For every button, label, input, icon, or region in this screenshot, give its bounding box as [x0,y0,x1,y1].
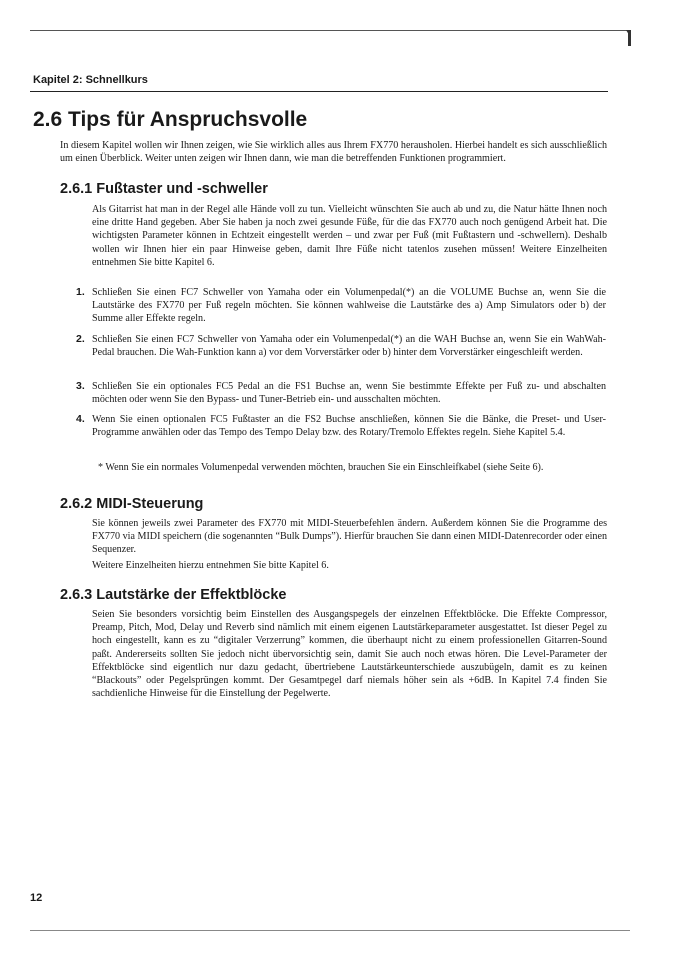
bottom-rule [30,930,630,931]
intro-paragraph: In diesem Kapitel wollen wir Ihnen zeigen, wie Sie wirklich alles aus Ihrem FX770 herausholen. Hierbei handelt es sich ausschließlich um einen Überblick. Weiter unten zeigen wir Ihnen dann, wie man die betreffenden Funktionen programmiert. [60,140,607,165]
top-rule-left [30,30,350,31]
page-number: 12 [30,892,43,904]
corner-bar [628,30,631,46]
section-body-midi-ref: Weitere Einzelheiten hierzu entnehmen Sie bitte Kapitel 6. [92,560,329,571]
list-text: Schließen Sie einen FC7 Schweller von Yamaha oder ein Volumenpedal(*) an die VOLUME Buchse an, wenn Sie die Lautstärke des FX770 per Fuß regeln möchten. Sie können wahlweise die Lautstärke des a) Amp Simulators oder b) der Summe aller Effekte regeln. [92,287,606,325]
section-body-footswitch: Als Gitarrist hat man in der Regel alle Hände voll zu tun. Vielleicht wünschten Sie auch ab und zu, die Natur hätte Ihnen noch eine dritte Hand gegeben. Aber Sie haben ja noch zwei gesunde Füße, für die das FX770 auch noch genügend Arbeit hat. Die wichtigsten Parameter können in Echtzeit eingestellt werden – und zwar per Fuß (mit Fußtastern und -schwellern). Deshalb wollen wir Ihnen hier ein paar Hinweise geben, damit Ihre Füße nicht tatenlos zusehen müssen! Weitere Einzelheiten entnehmen Sie bitte Kapitel 6. [92,204,607,268]
list-item [76,380,606,406]
list-text: Wenn Sie einen optionalen FC5 Fußtaster an die FS2 Buchse anschließen, können Sie die Bänke, die Preset- und User-Programme anwählen oder das Tempo des Tempo Delay bzw. des Rotary/Tremolo Effektes regeln. Siehe Kapitel 5.4. [92,414,606,439]
section-heading-levels: 2.6.3 Lautstärke der Effektblöcke [60,587,287,603]
chapter-rule [30,91,608,92]
section-heading-midi: 2.6.2 MIDI-Steuerung [60,496,204,512]
list-item [76,286,606,326]
page-title: 2.6 Tips für Anspruchsvolle [33,108,308,131]
list-number: 3. [76,380,85,392]
list-number: 1. [76,286,85,298]
list-text: Schließen Sie ein optionales FC5 Pedal an die FS1 Buchse an, wenn Sie bestimmte Effekte per Fuß zu- und abschalten möchten oder wenn Sie den Bypass- und Tuner-Betrieb ein- und ausschalten möchten. [92,381,606,406]
list-number: 4. [76,413,85,425]
section-body-levels: Seien Sie besonders vorsichtig beim Einstellen des Ausgangspegels der einzelnen Effektblöcke. Die Effekte Compressor, Preamp, Pitch, Mod, Delay und Reverb sind nämlich mit einem eigenen Lautstärkeparameter ausgestattet. Ist dieser Pegel zu hoch eingestellt, kann es zu “digitaler Verzerrung” kommen, die überhaupt nicht zu einem professionellen Gitarren-Sound paßt. Andererseits sollten Sie jedoch nicht übervorsichtig sein, damit Sie auch noch etwas hören. Die Level-Parameter der Effektblöcke sind eigentlich nur dazu gedacht, übertriebene Lautstärkeunterschiede auszubügeln, damit es zu keinen “Blackouts” oder Pegelsprüngen kommt. Der Gesamtpegel darf niemals höher sein als +6dB. In Kapitel 7.4 finden Sie sachdienliche Hinweise für die Einstellung der Pegelwerte. [92,609,607,700]
list-item [76,413,606,439]
section-heading-footswitch: 2.6.1 Fußtaster und -schweller [60,181,268,197]
list-item [76,333,606,359]
footnote: * Wenn Sie ein normales Volumenpedal verwenden möchten, brauchen Sie ein Einschleifkabel (siehe Seite 6). [98,462,544,473]
list-text: Schließen Sie einen FC7 Schweller von Yamaha oder ein Volumenpedal(*) an die WAH Buchse an, wenn Sie ein WahWah-Pedal brauchen. Die Wah-Funktion kann a) vor dem Vorverstärker oder b) hinter dem Vorverstärker eingeschleift werden. [92,334,606,359]
section-body-midi: Sie können jeweils zwei Parameter des FX770 mit MIDI-Steuerbefehlen ändern. Außerdem können Sie die Programme des FX770 via MIDI speichern (die sogenannten “Bulk Dumps”). Hierfür brauchen Sie dann einen MIDI-Datenrecorder oder einen Sequenzer. [92,518,607,556]
list-number: 2. [76,333,85,345]
top-rule-right [340,30,628,31]
chapter-header: Kapitel 2: Schnellkurs [33,74,148,86]
